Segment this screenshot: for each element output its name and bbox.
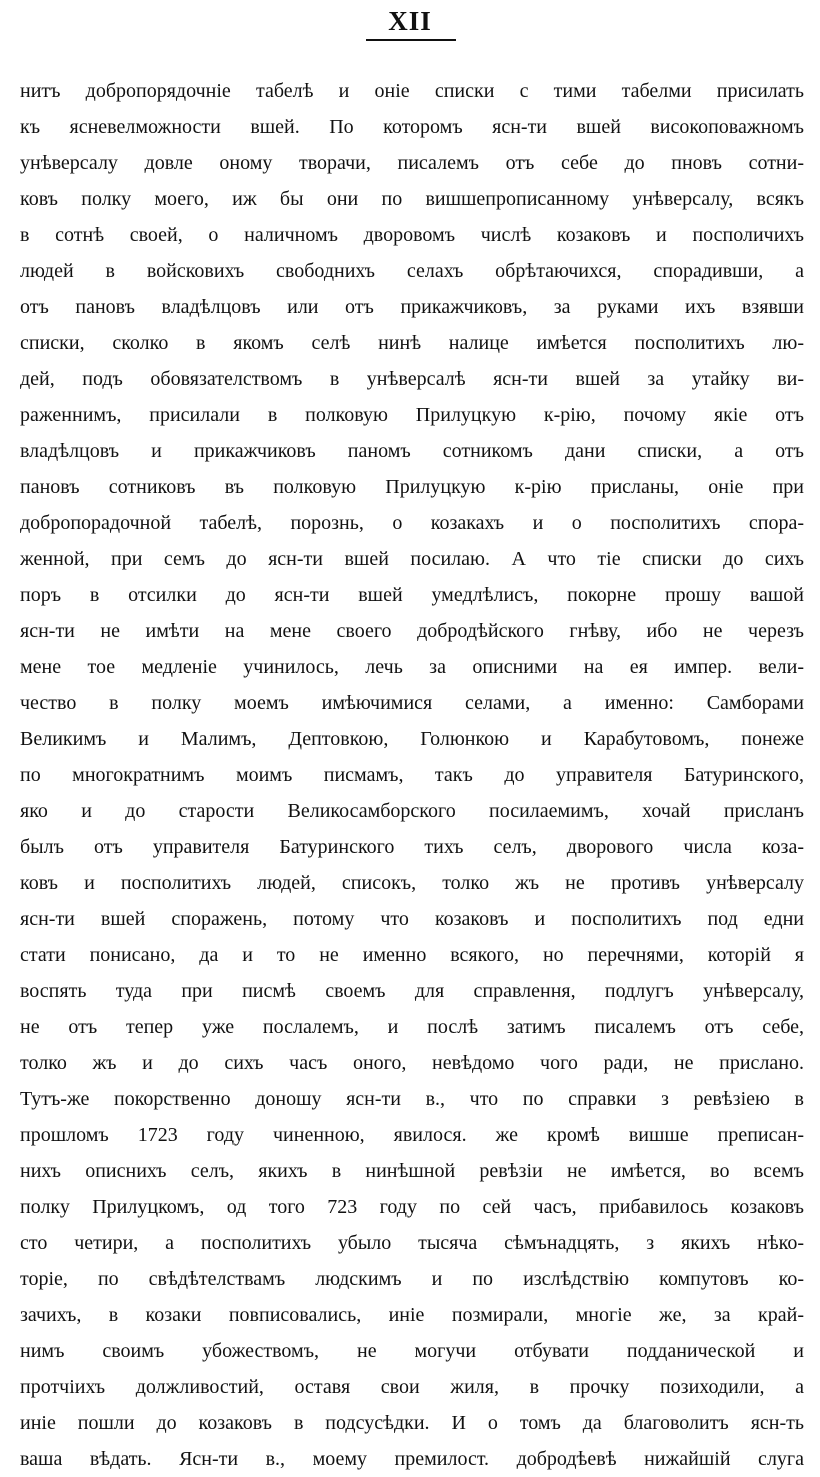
text-line: ясн-ти не имѣти на мене своего добродѣйского гнѣву, ибо не черезъ [20, 620, 804, 642]
text-line: прошломъ 1723 году чиненною, явилося. же кромѣ вишше преписан- [20, 1124, 804, 1146]
text-line: протчіихъ должливостий, оставя свои жиля, в прочку позиходили, а [20, 1376, 804, 1398]
text-line: в сотнѣ своей, о наличномъ дворовомъ числѣ козаковъ и посполичихъ [20, 224, 804, 246]
text-line: нимъ своимъ убожествомъ, не могучи отбувати подданической и [20, 1340, 804, 1362]
text-line: дей, подъ обовязателствомъ в унѣверсалѣ ясн-ти вшей за утайку ви- [20, 368, 804, 390]
text-line: нитъ добропорядочніе табелѣ и оніе списки с тими табелми присилать [20, 80, 804, 102]
text-line: нихъ описнихъ селъ, якихъ в нинѣшной ревѣзіи не имѣется, во всемъ [20, 1160, 804, 1182]
text-line: Тутъ-же покорственно доношу ясн-ти в., что по справки з ревѣзіею в [20, 1088, 804, 1110]
text-line: Великимъ и Малимъ, Дептовкою, Голюнкою и Карабутовомъ, понеже [20, 728, 804, 750]
text-line: стати понисано, да и то не именно всякого, но перечнями, которій я [20, 944, 804, 966]
text-line: воспять туда при писмѣ своемъ для справлення, подлугъ унѣверсалу, [20, 980, 804, 1002]
text-line: ковъ полку моего, иж бы они по вишшепрописанному унѣверсалу, всякъ [20, 188, 804, 210]
text-line: поръ в отсилки до ясн-ти вшей умедлѣлисъ, покорне прошу вашой [20, 584, 804, 606]
text-line: иніе пошли до козаковъ в подсусѣдки. И о томъ да благоволитъ ясн-ть [20, 1412, 804, 1434]
text-line: ковъ и посполитихъ людей, списокъ, толко жъ не противъ унѣверсалу [20, 872, 804, 894]
text-line: ясн-ти вшей споражень, потому что козаковъ и посполитихъ под едни [20, 908, 804, 930]
text-line: чество в полку моемъ имѣючимися селами, а именно: Самборами [20, 692, 804, 714]
text-line: по многократнимъ моимъ писмамъ, такъ до управителя Батуринского, [20, 764, 804, 786]
text-line: полку Прилуцкомъ, од того 723 году по сей часъ, прибавилось козаковъ [20, 1196, 804, 1218]
text-line: зачихъ, в козаки повписовались, иніе позмирали, многіе же, за край- [20, 1304, 804, 1326]
text-line: унѣверсалу довле оному творачи, писалемъ отъ себе до пновъ сотни- [20, 152, 804, 174]
text-line: яко и до старости Великосамборского посилаемимъ, хочай присланъ [20, 800, 804, 822]
text-line: раженнимъ, присилали в полковую Прилуцкую к-рію, почому якіе отъ [20, 404, 804, 426]
text-line: добропорадочной табелѣ, порознь, о козакахъ и о посполитихъ спора- [20, 512, 804, 534]
text-line: женной, при семъ до ясн-ти вшей посилаю. А что тіе списки до сихъ [20, 548, 804, 570]
text-line: былъ отъ управителя Батуринского тихъ селъ, дворового числа коза- [20, 836, 804, 858]
text-line: списки, сколко в якомъ селѣ нинѣ налице имѣется посполитихъ лю- [20, 332, 804, 354]
text-line: владѣлцовъ и прикажчиковъ паномъ сотникомъ дани списки, а отъ [20, 440, 804, 462]
body-text [20, 73, 804, 1477]
text-line: пановъ сотниковъ въ полковую Прилуцкую к-рію присланы, оніе при [20, 476, 804, 498]
text-line: къ ясневелможности вшей. По которомъ ясн-ти вшей високоповажномъ [20, 116, 804, 138]
page-number: XII [388, 6, 432, 36]
text-line: не отъ тепер уже послалемъ, и послѣ затимъ писалемъ отъ себе, [20, 1016, 804, 1038]
text-line: ваша вѣдать. Ясн-ти в., моему премилост. добродѣевѣ нижайшій слуга [20, 1448, 804, 1470]
text-line: людей в войсковихъ свободнихъ селахъ обрѣтаючихся, спорадивши, а [20, 260, 804, 282]
page-header [0, 6, 820, 36]
text-line: толко жъ и до сихъ часъ оного, невѣдомо чого ради, не прислано. [20, 1052, 804, 1074]
header-rule [366, 39, 456, 41]
text-line: сто четири, а посполитихъ убыло тысяча сѣмънадцять, з якихъ нѣко- [20, 1232, 804, 1254]
text-line: мене тое медленіе учинилось, лечь за описними на ея импер. вели- [20, 656, 804, 678]
text-line: отъ пановъ владѣлцовъ или отъ прикажчиковъ, за руками ихъ взявши [20, 296, 804, 318]
text-line: торіе, по свѣдѣтелствамъ людскимъ и по изслѣдствію компутовъ ко- [20, 1268, 804, 1290]
